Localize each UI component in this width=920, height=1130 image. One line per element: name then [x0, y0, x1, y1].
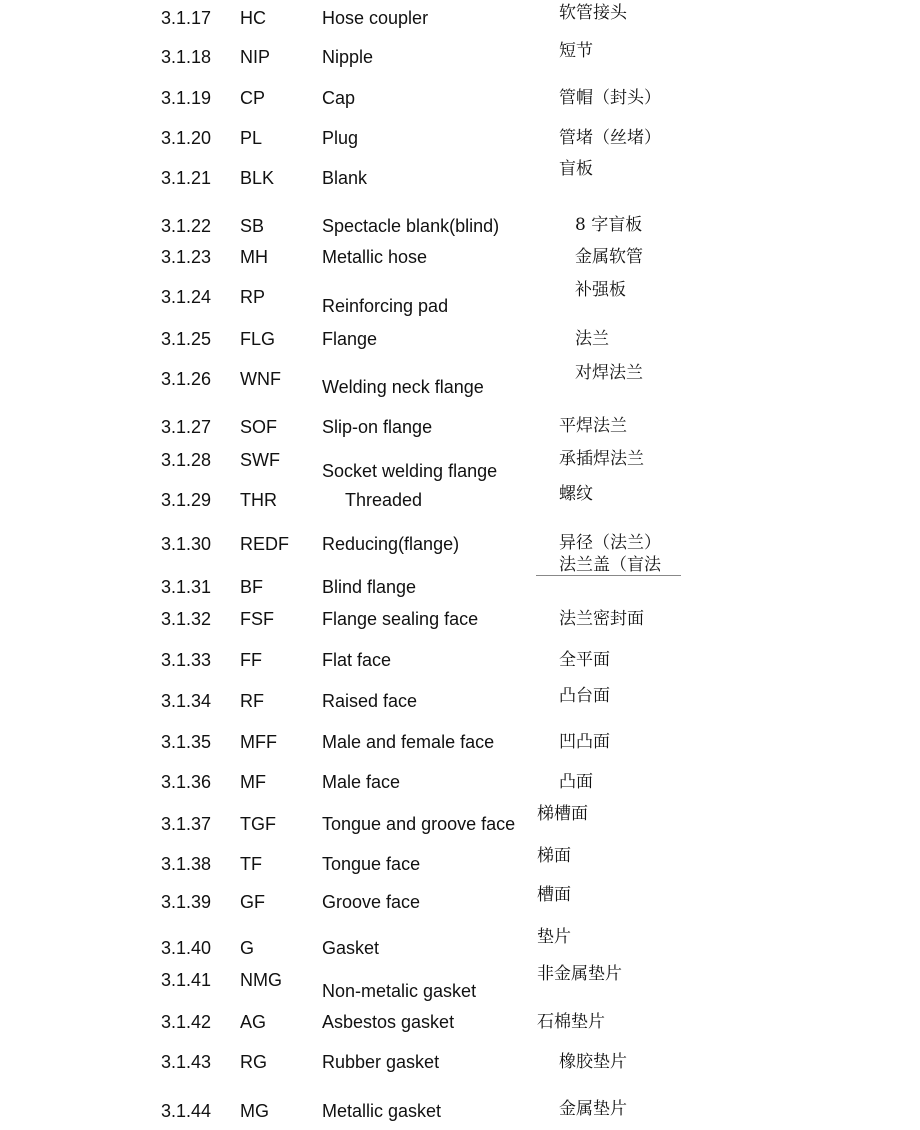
term-english: Tongue and groove face	[322, 814, 516, 834]
term-abbreviation: MG	[240, 1101, 269, 1121]
term-number: 3.1.27	[161, 417, 212, 437]
term-abbreviation: BF	[240, 577, 264, 597]
table-row	[0, 159, 920, 197]
term-english: Metallic gasket	[322, 1101, 442, 1121]
term-abbreviation: THR	[240, 490, 277, 510]
term-abbreviation: RP	[240, 287, 266, 307]
term-chinese: 梯面	[537, 846, 571, 866]
term-abbreviation: AG	[240, 1012, 267, 1032]
term-number: 3.1.38	[161, 854, 212, 874]
table-row	[0, 3, 920, 37]
term-chinese: 管帽（封头）	[559, 88, 661, 108]
term-english: Socket welding flange	[322, 461, 498, 481]
term-chinese: 石棉垫片	[537, 1012, 605, 1032]
term-chinese: 法兰密封面	[559, 609, 644, 629]
table-row	[0, 608, 920, 638]
term-english: Hose coupler	[322, 8, 429, 28]
term-chinese: 凹凸面	[559, 732, 610, 752]
table-row	[0, 649, 920, 679]
term-abbreviation: GF	[240, 892, 265, 912]
term-english: Asbestos gasket	[322, 1012, 455, 1032]
table-row	[0, 686, 920, 720]
term-english: Reducing(flange)	[322, 534, 460, 554]
term-english: Reinforcing pad	[322, 296, 449, 316]
table-row	[0, 555, 920, 606]
term-abbreviation: MH	[240, 247, 268, 267]
term-number: 3.1.28	[161, 450, 212, 470]
term-chinese: 平焊法兰	[559, 416, 627, 436]
term-english: Gasket	[322, 938, 380, 958]
term-english: Rubber gasket	[322, 1052, 440, 1072]
term-abbreviation: SWF	[240, 450, 280, 470]
term-number: 3.1.22	[161, 216, 212, 236]
term-chinese: 凸台面	[559, 686, 610, 706]
table-row	[0, 41, 920, 76]
table-row	[0, 846, 920, 883]
term-chinese: 凸面	[559, 772, 593, 792]
term-chinese: 短节	[559, 41, 593, 61]
term-number: 3.1.17	[161, 8, 212, 28]
term-abbreviation: PL	[240, 128, 263, 148]
table-row	[0, 280, 920, 316]
term-number: 3.1.18	[161, 47, 212, 67]
divider-line	[536, 575, 681, 576]
table-row	[0, 964, 920, 1001]
table-row	[0, 1051, 920, 1081]
term-number: 3.1.41	[161, 970, 212, 990]
term-number: 3.1.30	[161, 534, 212, 554]
term-chinese: 非金属垫片	[537, 964, 622, 984]
term-number: 3.1.29	[161, 490, 212, 510]
term-chinese: 螺纹	[559, 484, 593, 504]
table-row	[0, 328, 920, 358]
term-english: Blind flange	[322, 577, 417, 597]
term-chinese: 全平面	[559, 650, 610, 670]
term-abbreviation: G	[240, 938, 255, 958]
term-number: 3.1.42	[161, 1012, 212, 1032]
term-english: Nipple	[322, 47, 374, 67]
term-chinese: 管堵（丝堵）	[559, 128, 661, 148]
term-number: 3.1.40	[161, 938, 212, 958]
term-english: Spectacle blank(blind)	[322, 216, 500, 236]
term-abbreviation: CP	[240, 88, 266, 108]
term-english: Threaded	[345, 490, 423, 510]
term-english: Groove face	[322, 892, 421, 912]
term-english: Raised face	[322, 691, 418, 711]
table-row	[0, 771, 920, 801]
term-abbreviation: FSF	[240, 609, 274, 629]
term-chinese: 梯槽面	[537, 804, 588, 824]
term-chinese: 槽面	[537, 885, 571, 905]
term-number: 3.1.19	[161, 88, 212, 108]
table-row	[0, 87, 920, 117]
term-abbreviation: SB	[240, 216, 265, 236]
term-abbreviation: NMG	[240, 970, 282, 990]
term-english: Slip-on flange	[322, 417, 433, 437]
term-number: 3.1.43	[161, 1052, 212, 1072]
term-abbreviation: TGF	[240, 814, 276, 834]
term-english: Cap	[322, 88, 356, 108]
term-abbreviation: WNF	[240, 369, 281, 389]
term-chinese: 橡胶垫片	[559, 1052, 627, 1072]
term-chinese: 异径（法兰）	[559, 533, 661, 553]
term-number: 3.1.44	[161, 1101, 212, 1121]
term-number: 3.1.25	[161, 329, 212, 349]
table-row	[0, 449, 920, 479]
table-row	[0, 484, 920, 519]
term-chinese: 垫片	[537, 927, 571, 947]
term-abbreviation: MF	[240, 772, 266, 792]
term-english: Flange sealing face	[322, 609, 479, 629]
term-abbreviation: NIP	[240, 47, 271, 67]
table-row	[0, 731, 920, 761]
term-chinese: 补强板	[575, 280, 626, 300]
term-chinese: 金属软管	[575, 247, 643, 267]
term-english: Blank	[322, 168, 368, 188]
term-number: 3.1.26	[161, 369, 212, 389]
term-abbreviation: MFF	[240, 732, 277, 752]
table-row	[0, 1100, 920, 1130]
term-abbreviation: REDF	[240, 534, 289, 554]
term-number: 3.1.23	[161, 247, 212, 267]
term-abbreviation: TF	[240, 854, 262, 874]
table-row	[0, 533, 920, 563]
term-english: Plug	[322, 128, 359, 148]
term-abbreviation: RG	[240, 1052, 267, 1072]
table-row	[0, 215, 920, 245]
term-abbreviation: BLK	[240, 168, 275, 188]
table-row	[0, 885, 920, 921]
table-row	[0, 1011, 920, 1041]
term-english: Non-metalic gasket	[322, 981, 477, 1001]
term-number: 3.1.33	[161, 650, 212, 670]
term-number: 3.1.31	[161, 577, 212, 597]
term-number: 3.1.20	[161, 128, 212, 148]
table-row	[0, 363, 920, 398]
term-english: Male and female face	[322, 732, 495, 752]
table-row	[0, 246, 920, 276]
term-abbreviation: FLG	[240, 329, 276, 349]
term-chinese: 对焊法兰	[575, 363, 643, 383]
term-number: 3.1.37	[161, 814, 212, 834]
term-chinese: 8 字盲板	[575, 215, 643, 235]
table-row	[0, 804, 920, 843]
term-chinese: 软管接头	[559, 3, 627, 23]
term-english: Metallic hose	[322, 247, 428, 267]
table-row	[0, 927, 920, 967]
term-chinese: 盲板	[559, 159, 593, 179]
term-english: Male face	[322, 772, 401, 792]
term-number: 3.1.34	[161, 691, 212, 711]
term-number: 3.1.24	[161, 287, 212, 307]
term-number: 3.1.21	[161, 168, 212, 188]
table-row	[0, 416, 920, 446]
term-number: 3.1.36	[161, 772, 212, 792]
term-chinese: 承插焊法兰	[559, 449, 644, 469]
term-abbreviation: HC	[240, 8, 266, 28]
term-english: Flat face	[322, 650, 392, 670]
term-english: Welding neck flange	[322, 377, 484, 397]
term-chinese: 金属垫片	[559, 1099, 627, 1119]
term-abbreviation: SOF	[240, 417, 278, 437]
term-abbreviation: FF	[240, 650, 262, 670]
term-number: 3.1.35	[161, 732, 212, 752]
table-row	[0, 127, 920, 157]
term-number: 3.1.32	[161, 609, 212, 629]
term-chinese: 法兰	[575, 329, 609, 349]
term-english: Tongue face	[322, 854, 421, 874]
term-chinese: 法兰盖（盲法	[559, 555, 661, 575]
term-english: Flange	[322, 329, 378, 349]
term-number: 3.1.39	[161, 892, 212, 912]
term-abbreviation: RF	[240, 691, 264, 711]
